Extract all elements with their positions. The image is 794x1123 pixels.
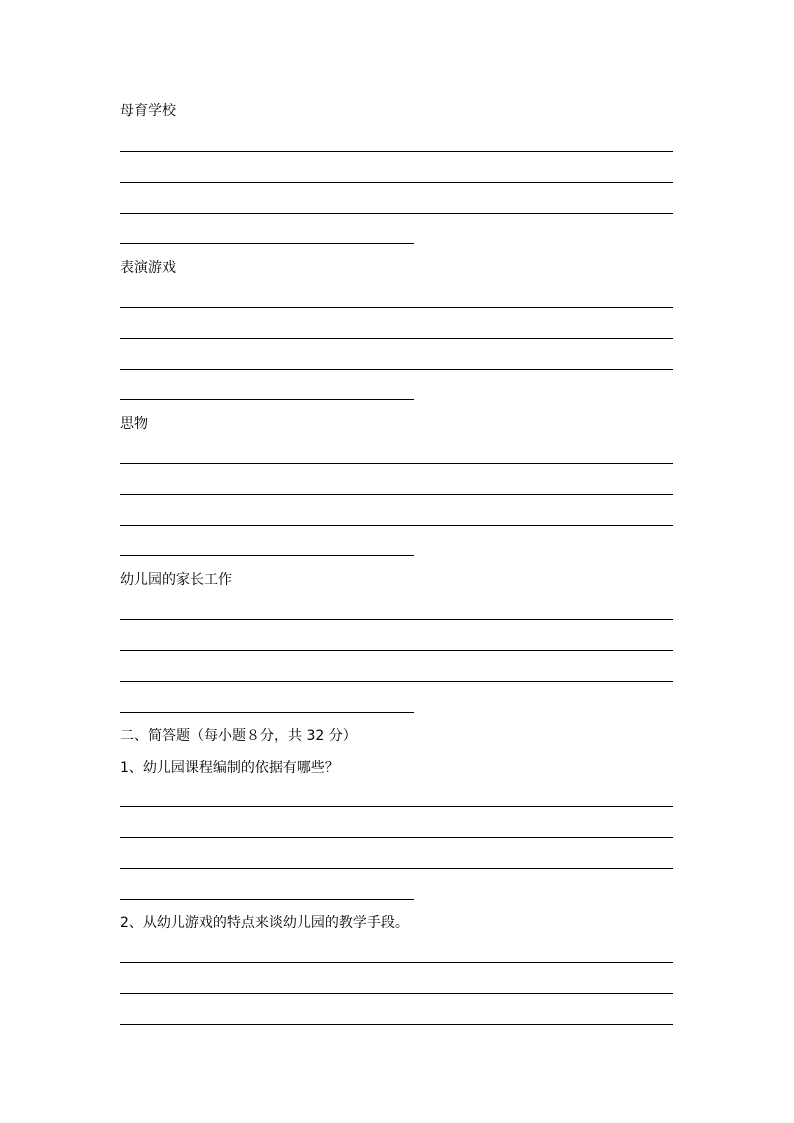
answer-line — [120, 619, 673, 620]
term-label-4: 幼儿园的家长工作 — [120, 572, 232, 588]
answer-line — [120, 899, 414, 900]
term-label-1: 母育学校 — [120, 103, 176, 119]
answer-line — [120, 868, 673, 869]
answer-line — [120, 151, 673, 152]
answer-line — [120, 307, 673, 308]
answer-line — [120, 399, 414, 400]
answer-line — [120, 681, 673, 682]
answer-line — [120, 650, 673, 651]
answer-line — [120, 962, 673, 963]
question-2: 2、从幼儿游戏的特点来谈幼儿园的教学手段。 — [120, 915, 409, 931]
answer-line — [120, 494, 673, 495]
answer-line — [120, 837, 673, 838]
answer-line — [120, 338, 673, 339]
answer-line — [120, 182, 673, 183]
question-1: 1、幼儿园课程编制的依据有哪些？ — [120, 760, 339, 776]
answer-line — [120, 712, 414, 713]
section-heading: 二、简答题（每小题８分，共 32 分） — [120, 728, 357, 744]
answer-line — [120, 993, 673, 994]
answer-line — [120, 525, 673, 526]
term-label-2: 表演游戏 — [120, 260, 176, 276]
term-label-3: 思物 — [120, 416, 148, 432]
answer-line — [120, 1024, 673, 1025]
answer-line — [120, 369, 673, 370]
answer-line — [120, 806, 673, 807]
answer-line — [120, 555, 414, 556]
answer-line — [120, 213, 673, 214]
answer-line — [120, 243, 414, 244]
answer-line — [120, 463, 673, 464]
